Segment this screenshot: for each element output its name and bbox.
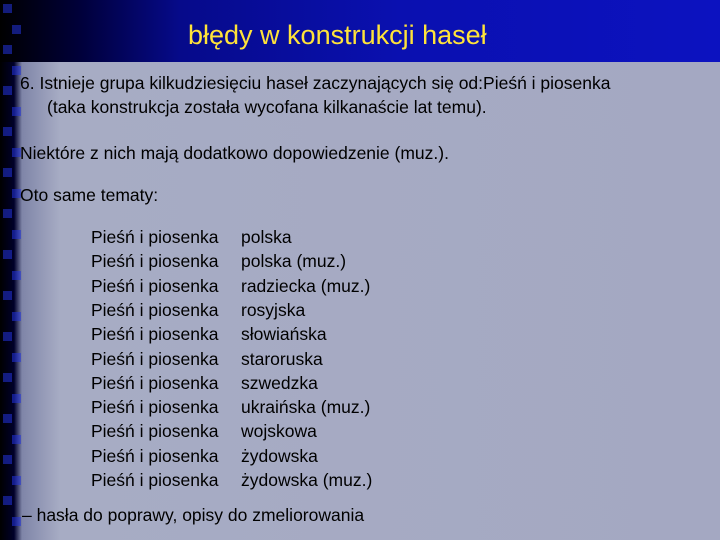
list-item (91, 373, 318, 394)
paragraph-1-prefix: 6. Istnieje grupa kilkudziesięciu haseł zaczynających się od: (20, 73, 484, 93)
list-item (91, 227, 292, 248)
paragraph-1-emphasis: Pieśń i piosenka (483, 73, 611, 93)
list-item-topic: żydowska (241, 445, 318, 466)
decorative-square (12, 107, 21, 116)
decorative-square (3, 250, 12, 259)
list-item-topic: ukraińska (muz.) (241, 397, 371, 418)
slide-title: błędy w konstrukcji haseł (188, 20, 487, 50)
decorative-square (12, 230, 21, 239)
list-item (91, 421, 317, 442)
paragraph-1-line-1 (20, 73, 610, 94)
list-item-topic: słowiańska (241, 324, 327, 345)
decorative-square (3, 86, 12, 95)
list-item (91, 276, 370, 297)
decorative-squares (0, 0, 22, 540)
list-item-prefix: Pieśń i piosenka (91, 348, 219, 369)
decorative-square (3, 4, 12, 13)
list-item-topic: radziecka (muz.) (241, 275, 371, 296)
list-item-prefix: Pieśń i piosenka (91, 275, 219, 296)
list-item (91, 324, 327, 345)
decorative-square (3, 168, 12, 177)
paragraph-1-line-2: (taka konstrukcja została wycofana kilkanaście lat temu). (47, 97, 487, 117)
list-item-topic: wojskowa (241, 421, 317, 442)
list-item-topic: polska (muz.) (241, 251, 347, 272)
decorative-square (3, 332, 12, 341)
decorative-square (3, 496, 12, 505)
decorative-square (3, 291, 12, 300)
list-item (91, 349, 323, 370)
list-item (91, 470, 372, 491)
decorative-square (3, 373, 12, 382)
decorative-square (12, 25, 21, 34)
decorative-square (3, 209, 12, 218)
list-item-prefix: Pieśń i piosenka (91, 324, 219, 345)
paragraph-3: Oto same tematy: (20, 185, 159, 205)
list-item-prefix: Pieśń i piosenka (91, 299, 219, 320)
decorative-square (3, 455, 12, 464)
list-item-prefix: Pieśń i piosenka (91, 470, 219, 490)
decorative-square (12, 435, 21, 444)
list-item (91, 446, 318, 467)
list-item-topic: szwedzka (241, 372, 318, 393)
list-item-topic: rosyjska (241, 299, 306, 320)
list-item-prefix: Pieśń i piosenka (91, 397, 219, 418)
list-item-prefix: Pieśń i piosenka (91, 445, 219, 466)
decorative-square (3, 127, 12, 136)
list-item-topic: staroruska (241, 348, 323, 369)
list-item (91, 251, 346, 272)
decorative-square (3, 414, 12, 423)
decorative-square (12, 353, 21, 362)
decorative-square (12, 517, 21, 526)
list-item-prefix: Pieśń i piosenka (91, 372, 219, 393)
list-item-topic: polska (241, 227, 292, 247)
list-item (91, 397, 370, 418)
decorative-square (3, 45, 12, 54)
decorative-square (12, 312, 21, 321)
list-item-prefix: Pieśń i piosenka (91, 421, 219, 442)
list-item-prefix: Pieśń i piosenka (91, 251, 219, 272)
footer-note: – hasła do poprawy, opisy do zmeliorowania (22, 505, 365, 525)
decorative-square (12, 271, 21, 280)
paragraph-2: Niektóre z nich mają dodatkowo dopowiedzenie (muz.). (20, 143, 449, 163)
decorative-square (12, 476, 21, 485)
list-item (91, 300, 305, 321)
list-item-topic: żydowska (muz.) (241, 470, 373, 490)
list-item-prefix: Pieśń i piosenka (91, 227, 219, 247)
decorative-square (12, 394, 21, 403)
